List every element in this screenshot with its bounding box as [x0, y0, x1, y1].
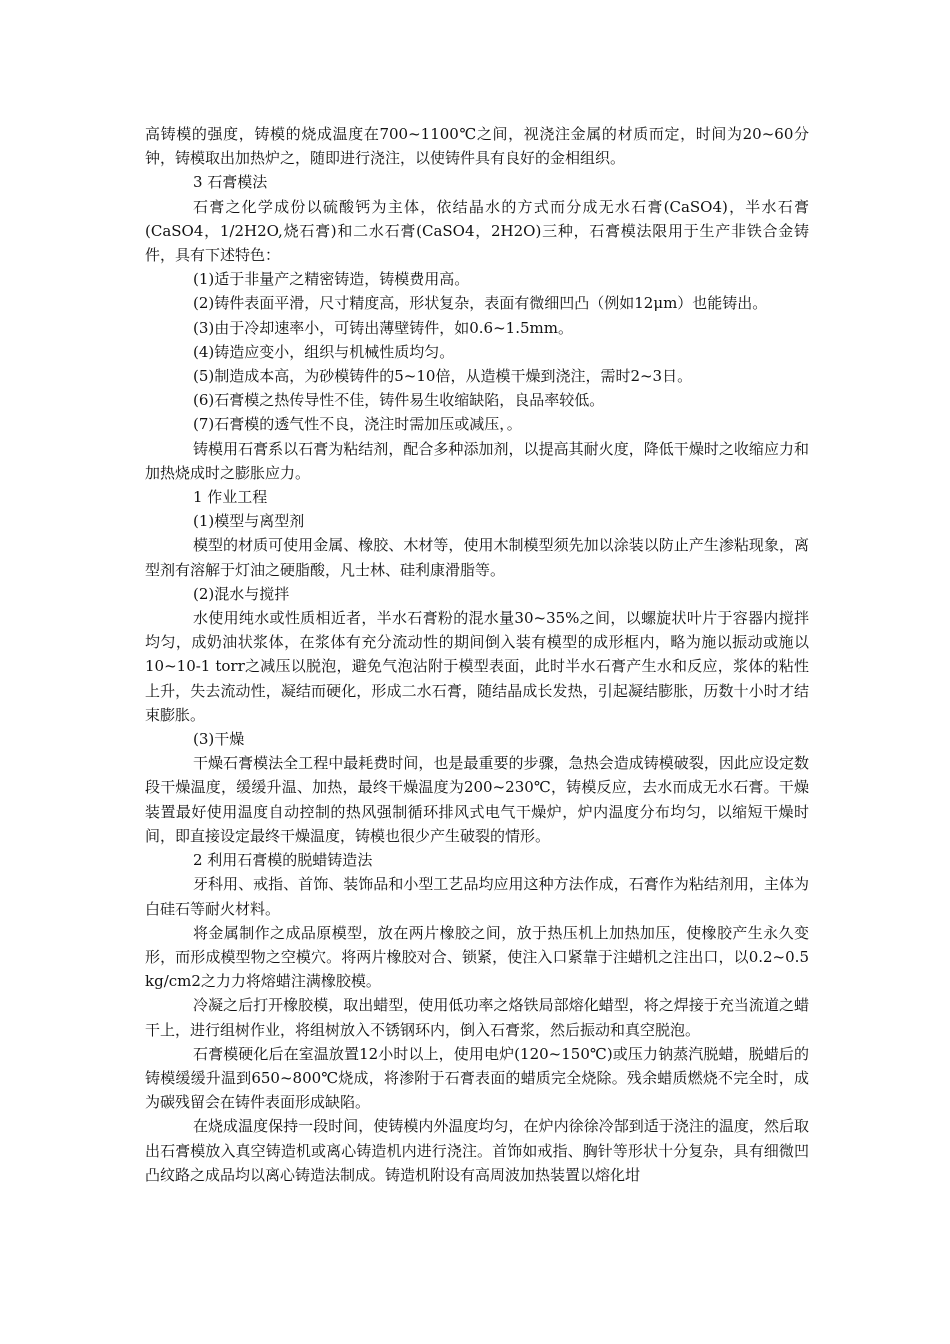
subheading-pattern: (1)模型与离型剂 [193, 512, 305, 531]
subheading-mixing: (2)混水与搅拌 [193, 584, 290, 603]
feature-2: (2)铸件表面平滑，尺寸精度高，形状复杂，表面有微细凹凸（例如12μm）也能铸出。 [193, 294, 768, 313]
feature-7: (7)石膏模的透气性不良，浇注时需加压或减压，。 [193, 415, 522, 434]
p-dewax-uses: 牙科用、戒指、首饰、装饰品和小型工艺品均应用这种方法作成，石膏作为粘结剂用，主体为白硅石等耐火材料。 [145, 875, 809, 918]
p-dewaxing: 石膏模硬化后在室温放置12小时以上，使用电炉(120~150℃)或压力钠蒸汽脱蜡，脱蜡后的铸模缓缓升温到650~800℃烧成，将渗附于石膏表面的蜡质完全烧除。残余蜡质燃烧不完全时，成为碳残留会在铸件表面形成缺陷。 [145, 1044, 809, 1112]
feature-3: (3)由于冷却速率小，可铸出薄壁铸件，如0.6~1.5mm。 [193, 318, 573, 337]
heading-3-plaster-mold: 3 石膏模法 [193, 173, 268, 192]
p-casting: 在烧成温度保持一段时间，使铸模内外温度均匀，在炉内徐徐冷郜到适于浇注的温度，然后取出石膏模放入真空铸造机或离心铸造机内进行浇注。首饰如戒指、胸针等形状十分复杂，具有细微凹凸纹路之成品均以离心铸造法制成。铸造机附设有高周波加热装置以熔化坩 [145, 1117, 809, 1184]
p-rubber-mold: 将金属制作之成品原模型，放在两片橡胶之间，放于热压机上加热加压，使橡胶产生永久变形，而形成模型物之空模穴。将两片橡胶对合、锁紧，使注入口紧靠于注蜡机之注出口，以0.2~0.5 kg/cm2之力力将熔蜡注满橡胶模。 [145, 923, 809, 991]
feature-6: (6)石膏模之热传导性不佳，铸件易生收缩缺陷，良品率较低。 [193, 391, 605, 410]
document-body [145, 122, 809, 1187]
p-pattern: 模型的材质可使用金属、橡胶、木材等，使用木制模型须先加以涂装以防止产生渗粘现象，离型剂有溶解于灯油之硬脂酸，凡士林、硅利康滑脂等。 [145, 536, 809, 579]
subheading-drying: (3)干燥 [193, 730, 245, 749]
p-drying: 干燥石膏模法全工程中最耗费时间，也是最重要的步骤，急热会造成铸模破裂，因此应设定数段干燥温度，缓缓升温、加热，最终干燥温度为200~230℃，铸模反应，去水而成无水石膏。干燥装置最好使用温度自动控制的热风强制循环排风式电气干燥炉，炉内温度分布均匀，以缩短干燥时间，即直接设定最终干燥温度，铸模也很少产生破裂的情形。 [145, 754, 809, 845]
p-intro-continued: 高铸模的强度，铸模的烧成温度在700~1100℃之间，视浇注金属的材质而定，时间为20~60分钟，铸模取出加热炉之，随即进行浇注，以使铸件具有良好的金相组织。 [145, 125, 809, 168]
heading-2-dewax: 2 利用石膏模的脱蜡铸造法 [193, 851, 373, 870]
feature-5: (5)制造成本高，为砂模铸件的5~10倍，从造模干燥到浇注，需时2~3日。 [193, 367, 693, 386]
p-binder: 铸模用石膏系以石膏为粘结剂，配合多种添加剂，以提高其耐火度，降低干燥时之收缩应力和加热烧成时之膨胀应力。 [145, 439, 809, 482]
feature-1: (1)适于非量产之精密铸造，铸模费用高。 [193, 270, 470, 289]
heading-1-process: 1 作业工程 [193, 488, 268, 507]
p-plaster-composition: 石膏之化学成份以硫酸钙为主体，依结晶水的方式而分成无水石膏(CaSO4)，半水石膏(CaSO4，1/2H2O,烧石膏)和二水石膏(CaSO4，2H2O)三种，石膏模法限用于生产非铁合金铸件，具有下述特色： [145, 197, 809, 265]
feature-4: (4)铸造应变小，组织与机械性质均匀。 [193, 342, 455, 361]
p-mixing: 水使用纯水或性质相近者，半水石膏粉的混水量30~35%之间，以螺旋状叶片于容器内搅拌均匀，成奶油状浆体，在浆体有充分流动性的期间倒入装有模型的成形框内，略为施以振动或施以10~10-1 torr之减压以脱泡，避免气泡沾附于模型表面，此时半水石膏产生水和反应，浆体的粘性上升，失去流动性，凝结而硬化，形成二水石膏，随结晶成长发热，引起凝结膨胀，历数十小时才结束膨胀。 [145, 609, 809, 724]
p-wax-tree: 冷凝之后打开橡胶模，取出蜡型，使用低功率之烙铁局部熔化蜡型，将之焊接于充当流道之蜡干上，进行组树作业，将组树放入不锈钢环内，倒入石膏浆，然后振动和真空脱泡。 [145, 996, 809, 1039]
